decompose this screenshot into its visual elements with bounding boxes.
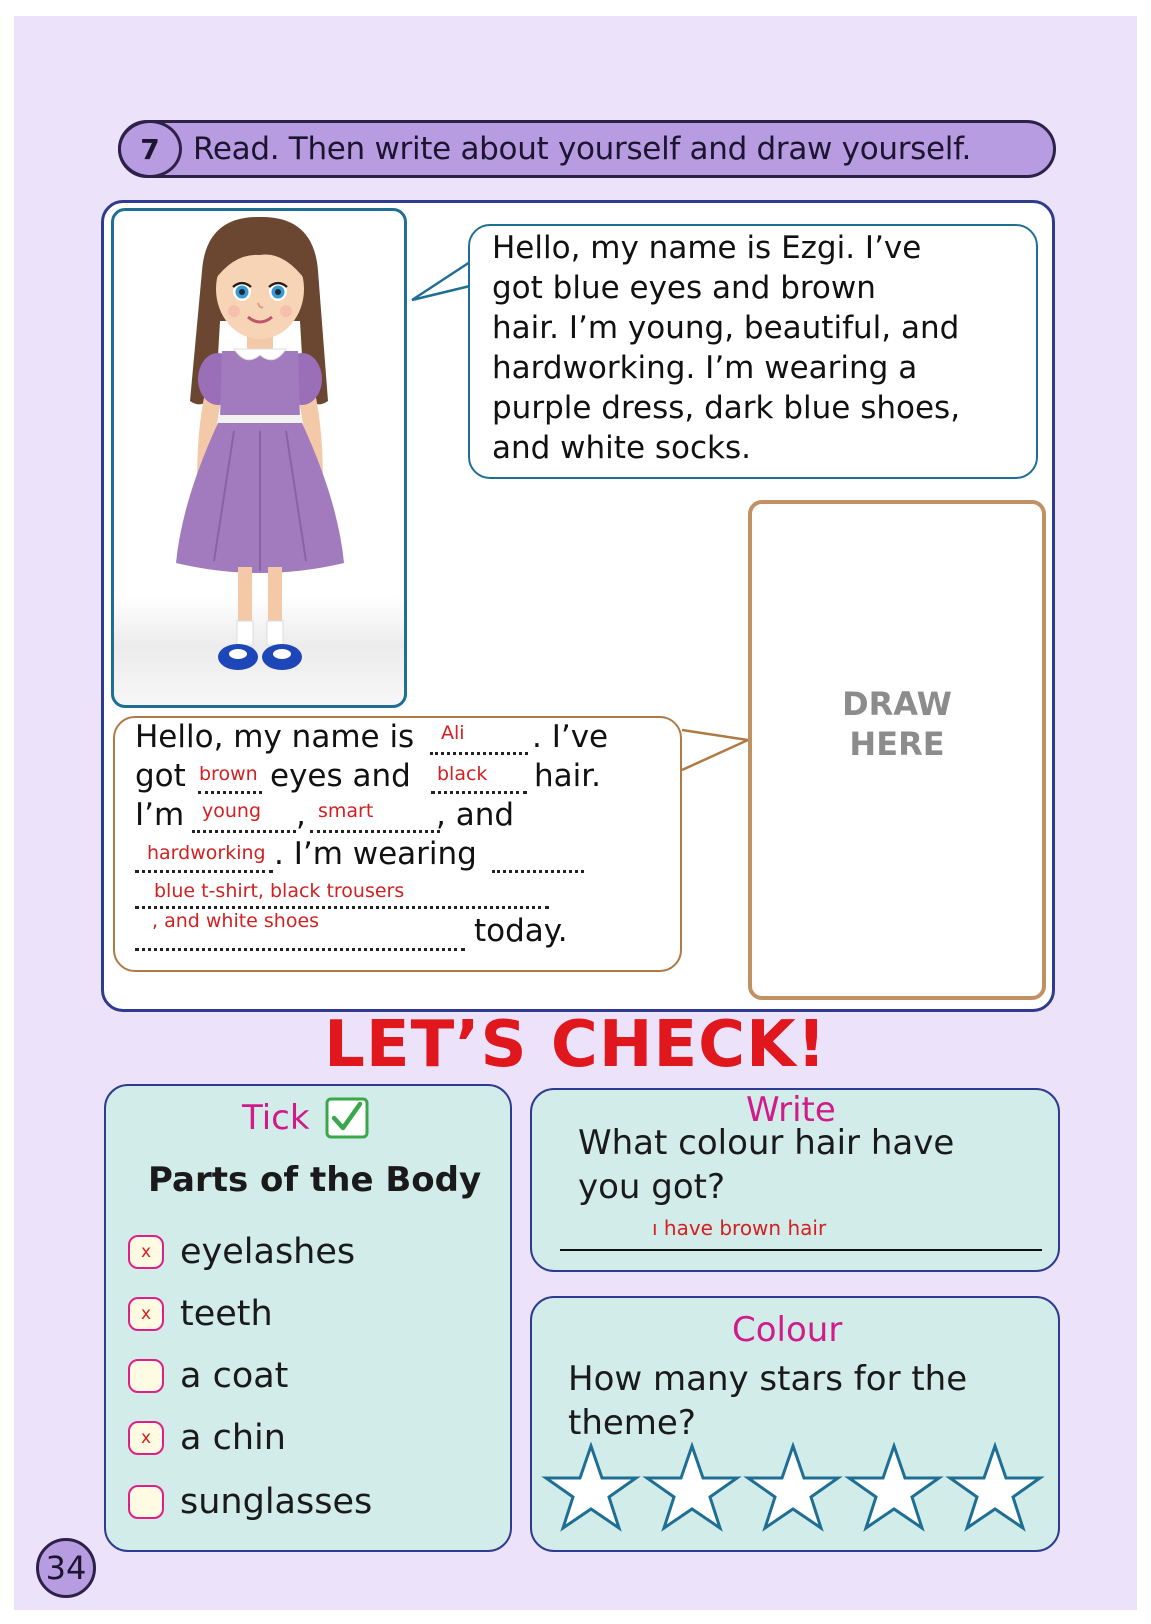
blank-line[interactable] [135, 870, 273, 873]
checkbox-tick-icon [324, 1096, 370, 1140]
star-icon[interactable] [748, 1446, 838, 1528]
model-text: Hello, my name is Ezgi. I’ve got blue eyes and brown hair. I’m young, beautiful, and hardworking. I’m wearing a purple dress, dark blue shoes, and white socks. [492, 230, 961, 466]
blank-line[interactable] [431, 791, 527, 794]
list-item[interactable]: sunglasses [128, 1482, 372, 1522]
answer-clothes-1: blue t-shirt, black trousers [154, 880, 405, 902]
answer-adjective-1: young [202, 800, 262, 822]
star-icon[interactable] [849, 1446, 939, 1528]
write-question-line1: What colour hair have [578, 1123, 955, 1163]
tick-heading: Tick [242, 1098, 310, 1138]
draw-area[interactable] [748, 500, 1046, 1000]
template-text: today. [474, 913, 568, 949]
girl-illustration [111, 208, 407, 708]
model-speech-bubble [468, 224, 1038, 479]
template-text: Hello, my name is [135, 719, 415, 755]
draw-here-label: DRAW HERE [842, 685, 952, 763]
colour-question-line2: theme? [568, 1403, 696, 1443]
star-icon[interactable] [647, 1446, 737, 1528]
answer-eye-colour: brown [199, 763, 258, 785]
checkbox[interactable] [128, 1485, 164, 1519]
template-text: . I’m wearing [274, 836, 477, 872]
star-rating [540, 1442, 1050, 1532]
colour-question-line1: How many stars for the [568, 1359, 968, 1399]
answer-adjective-2: smart [318, 800, 374, 822]
list-item[interactable]: a coat [128, 1356, 288, 1396]
bubble-tail-blue [410, 260, 474, 310]
exercise-number: 7 [118, 120, 182, 178]
instruction-bar [118, 120, 1056, 178]
star-icon[interactable] [546, 1446, 636, 1528]
write-question-line2: you got? [578, 1167, 726, 1207]
write-answer: ı have brown hair [652, 1216, 827, 1240]
template-text: , and [436, 797, 515, 833]
blank-line[interactable] [198, 791, 262, 794]
star-icon[interactable] [950, 1446, 1040, 1528]
checkbox[interactable]: x [128, 1235, 164, 1269]
answer-line[interactable] [560, 1249, 1042, 1251]
blank-line[interactable] [135, 948, 465, 951]
blank-line[interactable] [492, 870, 584, 873]
list-item[interactable]: x a chin [128, 1418, 286, 1458]
checkbox[interactable] [128, 1359, 164, 1393]
template-text: hair. [534, 758, 602, 794]
instruction-text: Read. Then write about yourself and draw yourself. [193, 131, 972, 167]
lets-check-heading: LET’S CHECK! [324, 1008, 827, 1082]
girl-figure-icon [114, 211, 404, 705]
blank-line[interactable] [310, 830, 440, 833]
page-number: 34 [36, 1538, 96, 1598]
blank-line[interactable] [135, 906, 549, 909]
bubble-tail-brown [676, 728, 752, 774]
answer-name: Ali [441, 722, 465, 744]
list-item[interactable]: x eyelashes [128, 1232, 355, 1272]
answer-clothes-2: , and white shoes [152, 910, 320, 932]
answer-adjective-3: hardworking [147, 842, 266, 864]
blank-line[interactable] [430, 752, 528, 755]
list-item[interactable]: x teeth [128, 1294, 273, 1334]
colour-heading: Colour [732, 1310, 843, 1350]
template-text: eyes and [270, 758, 411, 794]
answer-hair-colour: black [437, 763, 488, 785]
checkbox[interactable]: x [128, 1421, 164, 1455]
blank-line[interactable] [192, 830, 296, 833]
template-text: got [135, 758, 186, 794]
template-text: . I’ve [532, 719, 609, 755]
parts-of-body-title: Parts of the Body [148, 1160, 482, 1200]
template-text: I’m [135, 797, 185, 833]
template-text: , [296, 797, 306, 833]
write-heading: Write [746, 1090, 836, 1130]
checkbox[interactable]: x [128, 1297, 164, 1331]
